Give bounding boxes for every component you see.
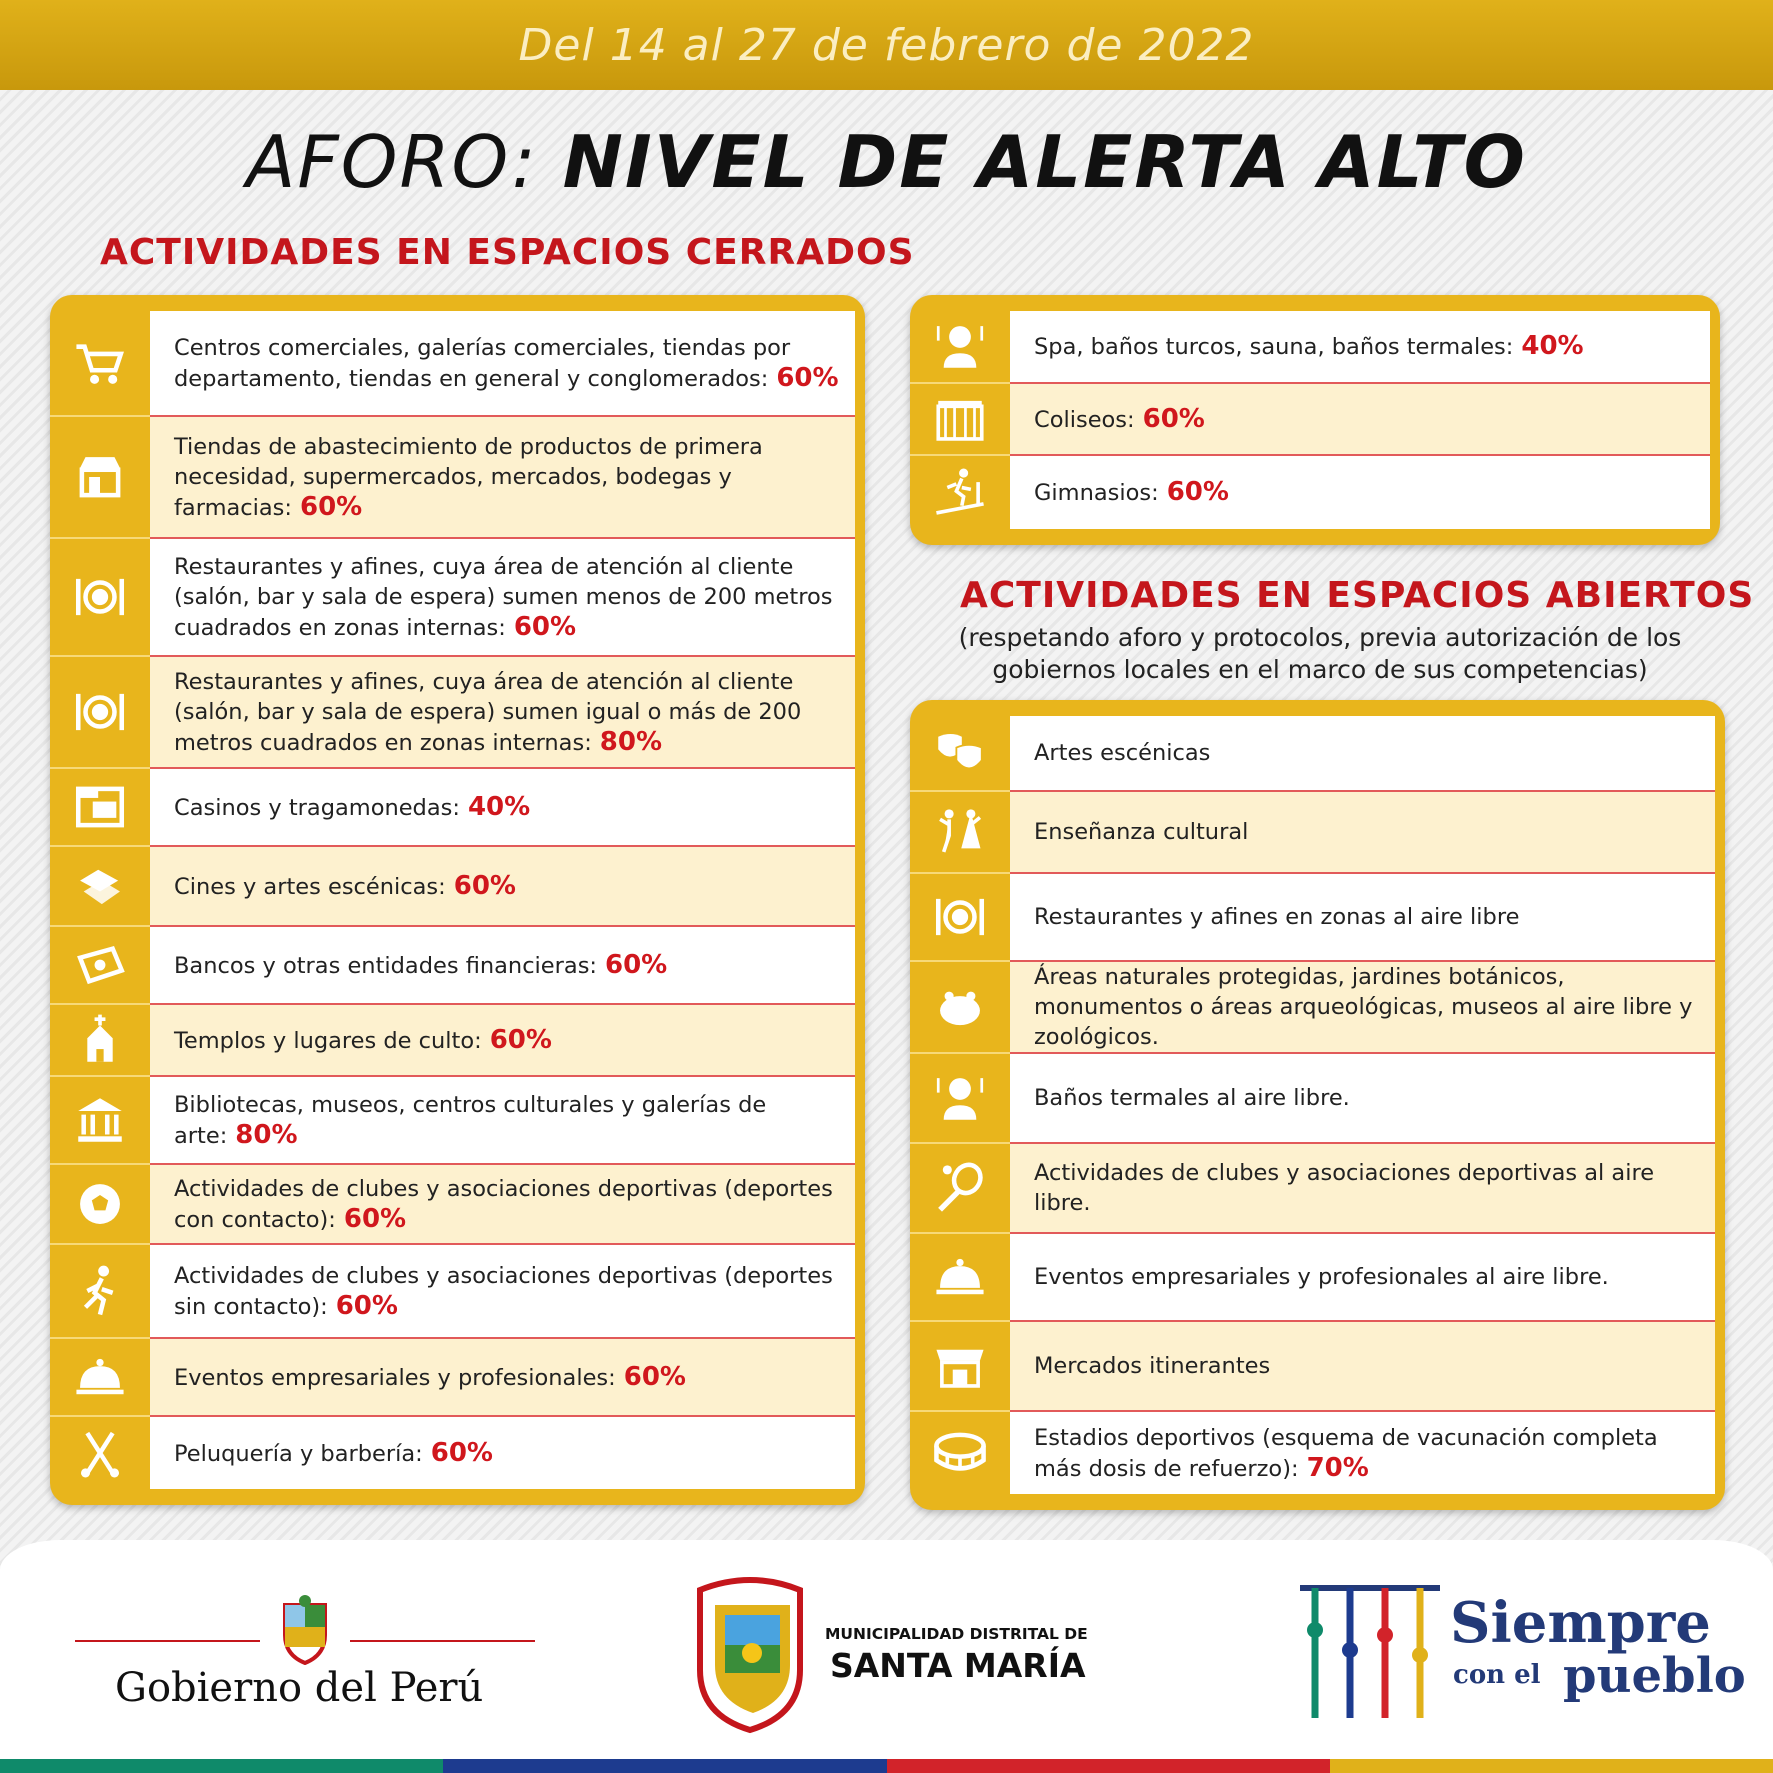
closed-right-activity-label: Gimnasios: (1034, 480, 1159, 507)
open-icon-cell (910, 1322, 1010, 1412)
closed-activity-label: Centros comerciales, galerías comerciales, tiendas por departamento, tiendas en general y conglomerados: (174, 334, 791, 392)
soccer-ball-icon (71, 1175, 129, 1233)
closed-capacity-pct: 60% (489, 1024, 552, 1055)
church-icon (71, 1011, 129, 1069)
open-row-text (1034, 1262, 1609, 1292)
closed-row (150, 1417, 855, 1489)
plate-cutlery-icon (71, 683, 129, 741)
closed-right-row-text (1034, 404, 1205, 435)
casino-icon (71, 778, 129, 836)
closed-icon-cell (50, 539, 150, 657)
open-activity-label: Estadios deportivos (esquema de vacunación completa más dosis de refuerzo): (1034, 1424, 1658, 1482)
closed-row (150, 847, 855, 927)
open-panel (910, 700, 1725, 1510)
closed-row-text (174, 1438, 493, 1469)
shopping-cart-icon (71, 334, 129, 392)
open-activity-label: Artes escénicas (1034, 740, 1211, 766)
storefront-icon (71, 448, 129, 506)
closed-row (150, 1245, 855, 1339)
closed-icon-cell (50, 417, 150, 539)
closed-row (150, 1165, 855, 1245)
title-main: NIVEL DE ALERTA ALTO (562, 120, 1527, 204)
open-row-text (1034, 1158, 1703, 1218)
closed-row-text (174, 1362, 686, 1393)
closed-icon-cell (50, 927, 150, 1005)
closed-capacity-pct: 60% (513, 611, 577, 642)
closed-panel (50, 295, 865, 1505)
knotted-threads-icon (1295, 1580, 1445, 1725)
page-title (0, 120, 1773, 204)
open-activity-label: Restaurantes y afines en zonas al aire libre (1034, 904, 1520, 930)
closed-capacity-pct: 60% (430, 1437, 493, 1468)
closed-right-row (1010, 456, 1710, 529)
date-banner (0, 0, 1773, 90)
closed-row (150, 539, 855, 657)
open-heading: ACTIVIDADES EN ESPACIOS ABIERTOS (960, 575, 1755, 616)
closed-row (150, 769, 855, 847)
closed-row-text (174, 333, 843, 394)
closed-icon-cell (50, 1005, 150, 1077)
open-row-text (1034, 902, 1519, 932)
closed-right-icon-cell (910, 384, 1010, 457)
runner-icon (71, 1262, 129, 1320)
closed-row-text (174, 1261, 843, 1322)
open-capacity-pct: 70% (1306, 1452, 1369, 1483)
open-row (1010, 792, 1715, 874)
closed-icon-cell (50, 657, 150, 769)
open-row (1010, 1412, 1715, 1494)
open-row (1010, 874, 1715, 962)
closed-right-activity-label: Spa, baños turcos, sauna, baños termales: (1034, 333, 1514, 360)
spa-person-icon (931, 1069, 989, 1127)
cloche-icon (931, 1248, 989, 1306)
closed-capacity-pct: 60% (623, 1361, 686, 1392)
open-activity-label: Áreas naturales protegidas, jardines botánicos, monumentos o áreas arqueológicas, museos al aire libre y zoológicos. (1034, 964, 1693, 1050)
closed-activity-label: Bibliotecas, museos, centros culturales y galerías de arte: (174, 1091, 767, 1149)
closed-icon-cell (50, 847, 150, 927)
closed-activity-label: Cines y artes escénicas: (174, 873, 446, 900)
closed-right-capacity-pct: 60% (1166, 477, 1229, 508)
gobierno-logo (75, 1585, 535, 1720)
open-row (1010, 716, 1715, 792)
open-activity-label: Mercados itinerantes (1034, 1353, 1271, 1379)
closed-right-capacity-pct: 40% (1521, 330, 1584, 361)
open-icon-cell (910, 716, 1010, 792)
coliseum-icon (931, 390, 989, 448)
open-activity-label: Enseñanza cultural (1034, 819, 1249, 845)
open-icon-cell (910, 792, 1010, 874)
dancers-icon (931, 803, 989, 861)
municipality-logo (690, 1570, 1090, 1740)
closed-right-activity-label: Coliseos: (1034, 406, 1135, 433)
closed-activity-label: Casinos y tragamonedas: (174, 794, 460, 821)
closed-heading: ACTIVIDADES EN ESPACIOS CERRADOS (100, 232, 915, 273)
closed-row-text (174, 792, 530, 823)
closed-right-row-text (1034, 477, 1229, 508)
stadium-icon (931, 1424, 989, 1482)
closed-icon-cell (50, 311, 150, 417)
open-icon-cell (910, 962, 1010, 1054)
open-row-text (1034, 738, 1210, 768)
plate-cutlery-icon (931, 888, 989, 946)
gobierno-label: Gobierno del Perú (115, 1665, 484, 1711)
closed-row (150, 311, 855, 417)
cloche-icon (71, 1348, 129, 1406)
open-row-text (1034, 1423, 1703, 1484)
museum-icon (71, 1091, 129, 1149)
closed-row-text (174, 1174, 843, 1235)
closed-icon-cell (50, 769, 150, 847)
closed-row (150, 1005, 855, 1077)
open-row-text (1034, 1083, 1350, 1113)
closed-row-text (174, 667, 843, 758)
open-activity-label: Baños termales al aire libre. (1034, 1085, 1350, 1111)
open-row (1010, 1234, 1715, 1322)
closed-row-text (174, 552, 843, 643)
closed-capacity-pct: 80% (599, 726, 663, 757)
slogan-line2: con el (1453, 1660, 1541, 1690)
open-icon-cell (910, 874, 1010, 962)
peru-coat-of-arms-icon (270, 1595, 340, 1665)
closed-row (150, 927, 855, 1005)
closed-right-capacity-pct: 60% (1142, 403, 1205, 434)
theater-masks-icon (931, 724, 989, 782)
closed-row-text (174, 432, 843, 523)
closed-right-row (1010, 311, 1710, 384)
treadmill-icon (931, 464, 989, 522)
closed-capacity-pct: 80% (235, 1119, 298, 1150)
closed-activity-label: Restaurantes y afines, cuya área de atención al cliente (salón, bar y sala de espera) sumen igual o más de 200 metros cuadrados en zonas internas: (174, 668, 802, 756)
plate-cutlery-icon (71, 568, 129, 626)
closed-capacity-pct: 60% (343, 1203, 407, 1234)
title-prefix: AFORO: (246, 120, 538, 204)
closed-capacity-pct: 60% (299, 491, 363, 522)
open-row-text (1034, 1351, 1270, 1381)
siempre-logo (1295, 1570, 1746, 1730)
closed-right-icon-cell (910, 456, 1010, 529)
muni-line2: SANTA MARÍA (830, 1646, 1086, 1685)
closed-icon-cell (50, 1165, 150, 1245)
slogan-line1: Siempre (1450, 1590, 1711, 1656)
closed-activity-label: Eventos empresariales y profesionales: (174, 1364, 616, 1391)
closed-icon-cell (50, 1077, 150, 1165)
closed-capacity-pct: 40% (467, 791, 531, 822)
date-range: Del 14 al 27 de febrero de 2022 (518, 19, 1255, 71)
cinema-tickets-icon (71, 857, 129, 915)
open-icon-cell (910, 1412, 1010, 1494)
open-icon-cell (910, 1234, 1010, 1322)
open-icon-cell (910, 1144, 1010, 1234)
spa-person-icon (931, 317, 989, 375)
closed-right-row-text (1034, 331, 1584, 362)
santa-maria-shield-icon (690, 1575, 815, 1735)
closed-capacity-pct: 60% (605, 949, 668, 980)
slogan-line3: pueblo (1563, 1648, 1746, 1704)
closed-icon-cell (50, 1339, 150, 1417)
closed-row (150, 1339, 855, 1417)
closed-right-panel (910, 295, 1720, 545)
closed-row-text (174, 1090, 843, 1151)
closed-activity-label: Templos y lugares de culto: (174, 1027, 482, 1054)
closed-capacity-pct: 60% (335, 1290, 398, 1321)
closed-activity-label: Bancos y otras entidades financieras: (174, 952, 597, 979)
closed-row-text (174, 950, 667, 981)
open-row (1010, 1322, 1715, 1412)
closed-activity-label: Tiendas de abastecimiento de productos de primera necesidad, supermercados, mercados, bodegas y farmacias: (174, 433, 763, 521)
closed-activity-label: Peluquería y barbería: (174, 1440, 423, 1467)
market-stall-icon (931, 1337, 989, 1395)
closed-row (150, 417, 855, 539)
closed-icon-cell (50, 1245, 150, 1339)
closed-right-row (1010, 384, 1710, 457)
closed-activity-label: Actividades de clubes y asociaciones deportivas (deportes sin contacto): (174, 1262, 833, 1320)
banknote-icon (71, 936, 129, 994)
hippo-icon (931, 978, 989, 1036)
open-row-text (1034, 962, 1703, 1052)
scissors-comb-icon (71, 1424, 129, 1482)
open-icon-cell (910, 1054, 1010, 1144)
open-row-text (1034, 817, 1248, 847)
closed-icon-cell (50, 1417, 150, 1489)
closed-capacity-pct: 60% (776, 362, 839, 393)
open-row (1010, 1144, 1715, 1234)
tennis-racket-icon (931, 1159, 989, 1217)
open-activity-label: Eventos empresariales y profesionales al aire libre. (1034, 1264, 1609, 1290)
open-activity-label: Actividades de clubes y asociaciones deportivas al aire libre. (1034, 1160, 1655, 1216)
open-row (1010, 962, 1715, 1054)
muni-line1: MUNICIPALIDAD DISTRITAL DE (825, 1625, 1088, 1643)
closed-row-text (174, 871, 516, 902)
closed-capacity-pct: 60% (453, 870, 516, 901)
closed-row (150, 657, 855, 769)
closed-activity-label: Actividades de clubes y asociaciones deportivas (deportes con contacto): (174, 1175, 833, 1233)
color-stripe (0, 1759, 1773, 1773)
closed-right-icon-cell (910, 311, 1010, 384)
open-subheading: (respetando aforo y protocolos, previa autorización de los gobiernos locales en el marco de sus competencias) (958, 623, 1682, 684)
closed-activity-label: Restaurantes y afines, cuya área de atención al cliente (salón, bar y sala de espera) sumen menos de 200 metros cuadrados en zonas internas: (174, 553, 833, 641)
open-row (1010, 1054, 1715, 1144)
closed-row-text (174, 1025, 552, 1056)
closed-row (150, 1077, 855, 1165)
